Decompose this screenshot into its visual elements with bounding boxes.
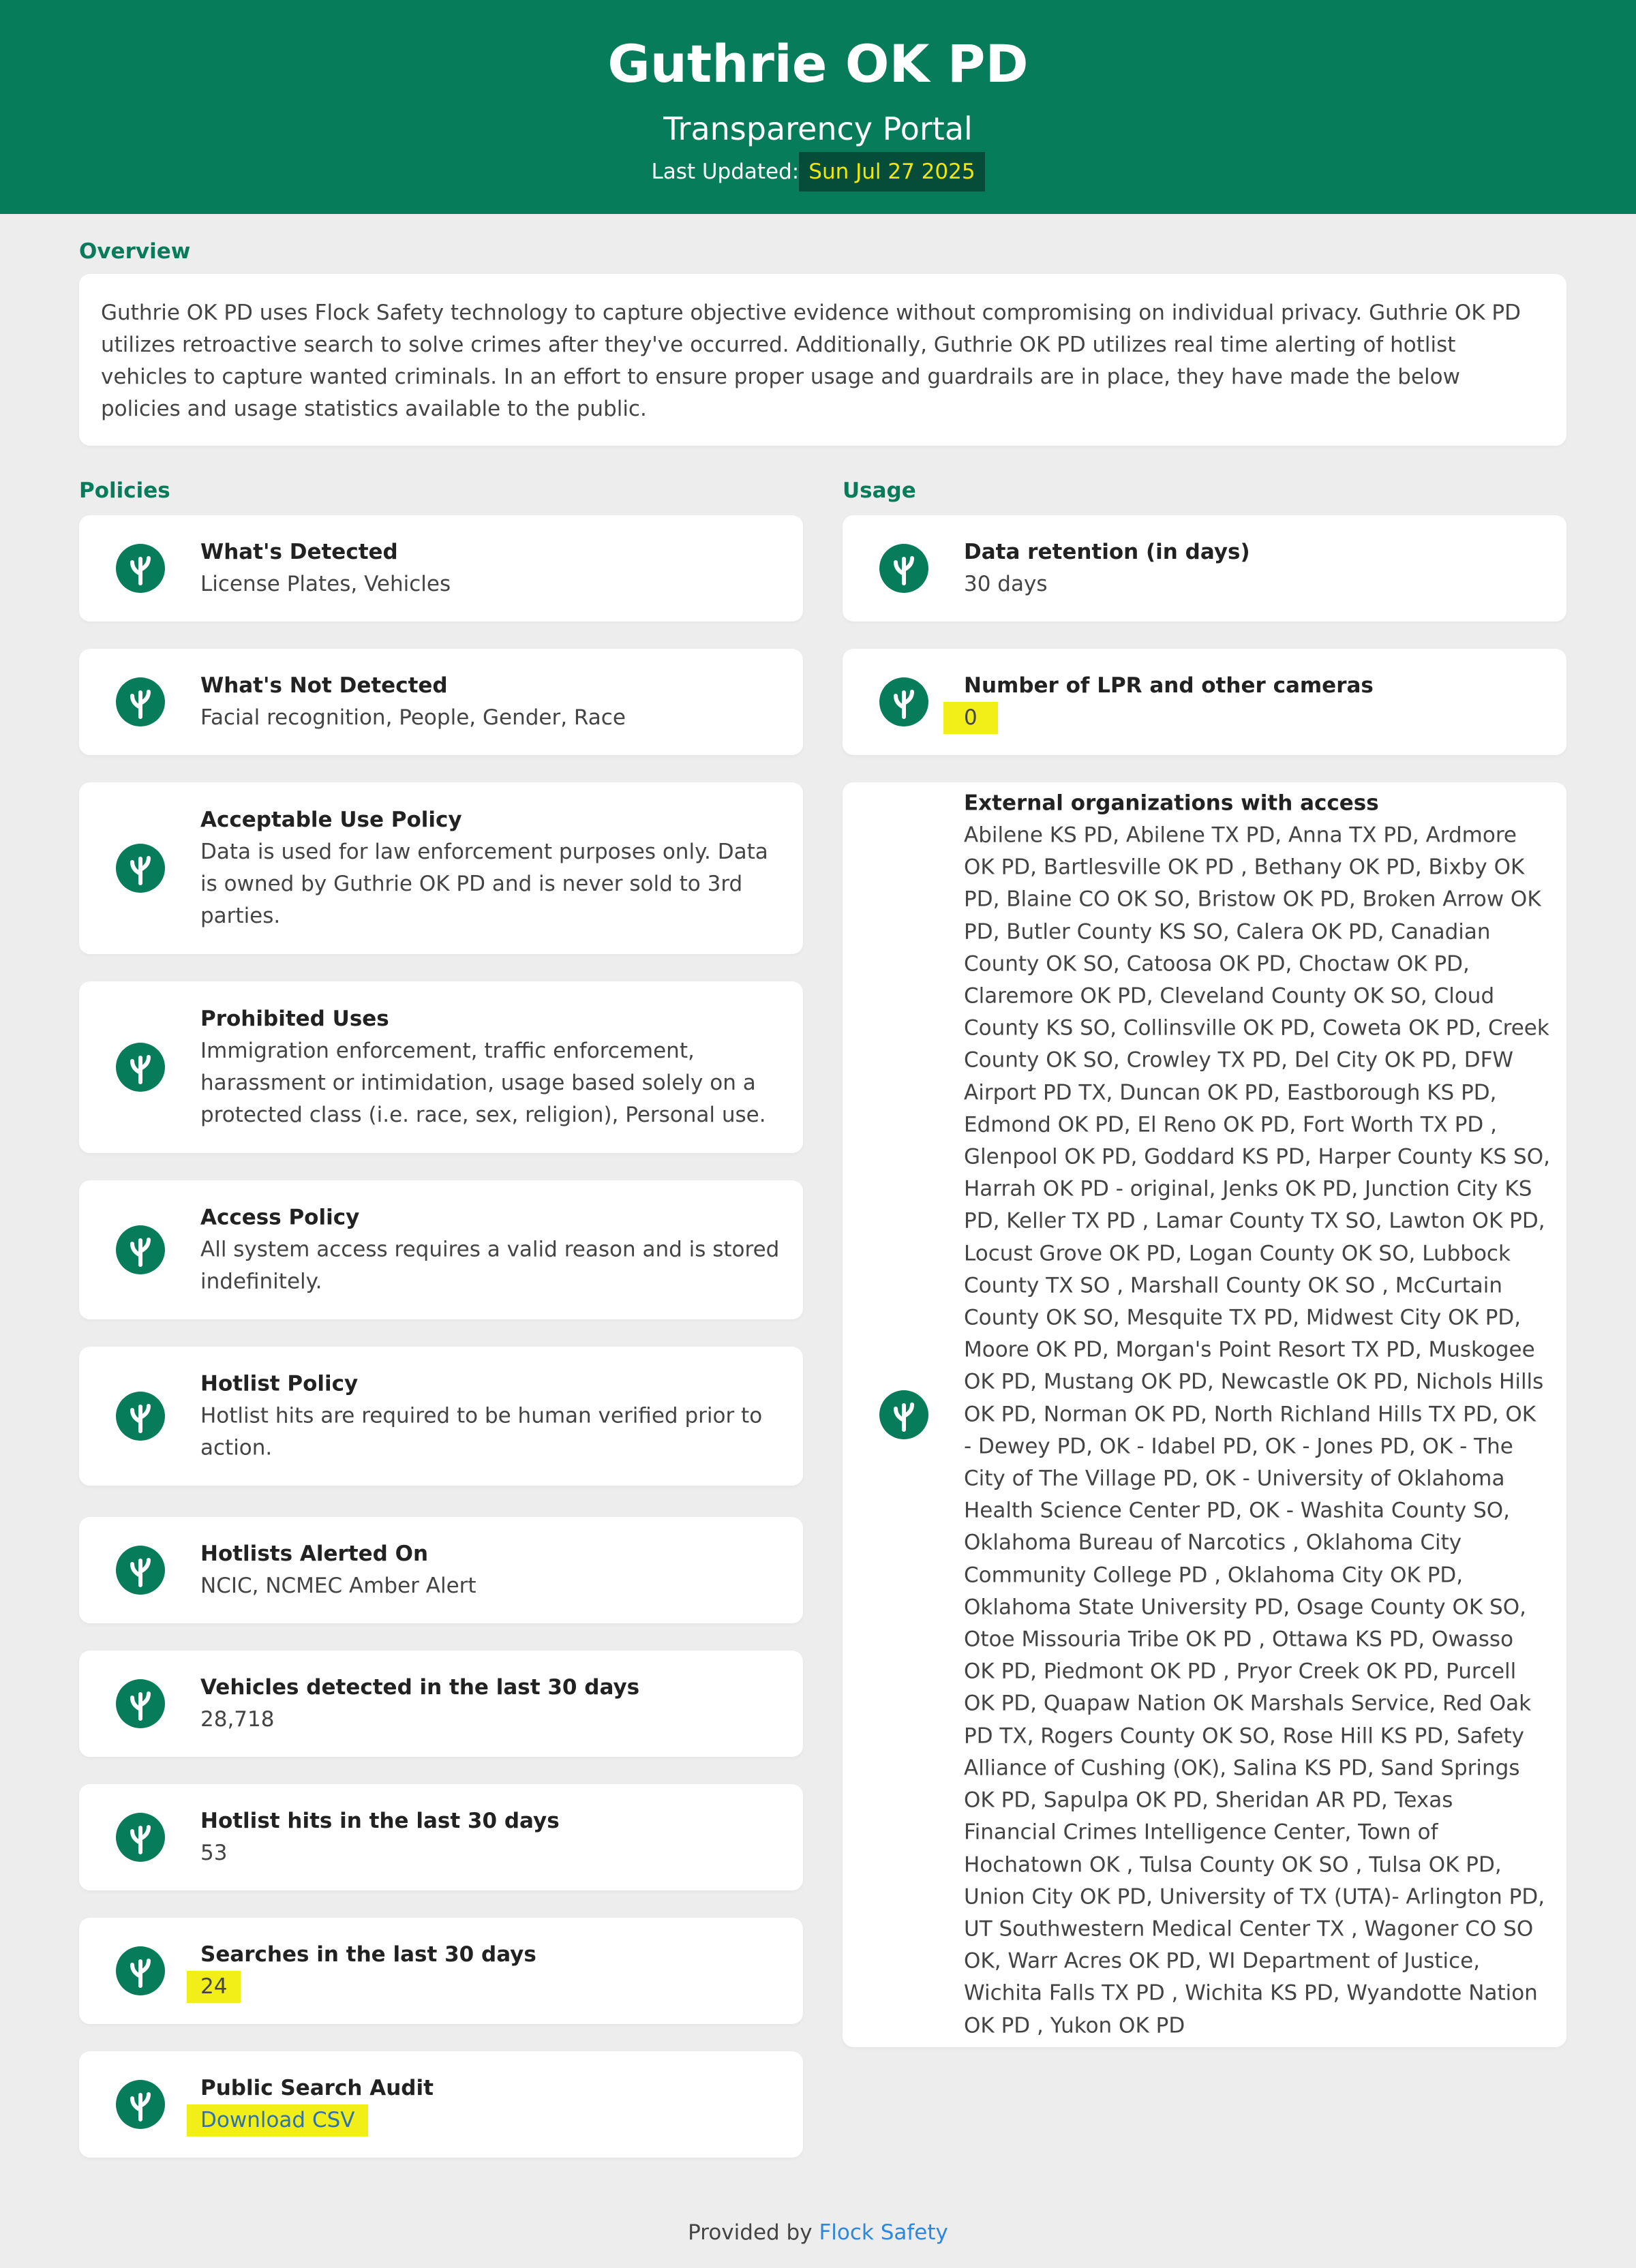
page-title: Guthrie OK PD (607, 33, 1029, 94)
card-value: All system access requires a valid reason and is stored indefinitely. (200, 1237, 780, 1294)
card-value: 28,718 (200, 1707, 275, 1732)
card-value: NCIC, NCMEC Amber Alert (200, 1574, 476, 1598)
page-footer (0, 2218, 1636, 2248)
flock-tree-icon (116, 1946, 165, 1995)
card-title: Number of LPR and other cameras (964, 673, 1374, 698)
external-orgs-list: Abilene KS PD, Abilene TX PD, Anna TX PD, Ardmore OK PD, Bartlesville OK PD , Bethany OK PD, Bixby OK PD, Blaine CO OK SO, Bristow OK PD, Broken Arrow OK PD, Butler County KS SO, Calera OK PD, Canadian County OK SO, Catoosa OK PD, Choctaw OK PD, Claremore OK PD, Cleveland County OK SO, Cloud County KS SO, Collinsville OK PD, Coweta OK PD, Creek County OK SO, Crowley TX PD, Del City OK PD, DFW Airport PD TX, Duncan OK PD, Eastborough KS PD, Edmond OK PD, El Reno OK PD, Fort Worth TX PD , Glenpool OK PD, Goddard KS PD, Harper County KS SO, Harrah OK PD - original, Jenks OK PD, Junction City KS PD, Keller TX PD , Lamar County TX SO, Lawton OK PD, Locust Grove OK PD, Logan County OK SO, Lubbock County TX SO , Marshall County OK SO , McCurtain County OK SO, Mesquite TX PD, Midwest City OK PD, Moore OK PD, Morgan's Point Resort TX PD, Muskogee OK PD, Mustang OK PD, Newcastle OK PD, Nichols Hills OK PD, Norman OK PD, North Richland Hills TX PD, OK - Dewey PD, OK - Idabel PD, OK - Jones PD, OK - The City of The Village PD, OK - University of Oklahoma Health Science Center PD, OK - Washita County SO, Oklahoma Bureau of Narcotics , Oklahoma City Community College PD , Oklahoma City OK PD, Oklahoma State University PD, Osage County OK SO, Otoe Missouria Tribe OK PD , Ottawa KS PD, Owasso OK PD, Piedmont OK PD , Pryor Creek OK PD, Purcell OK PD, Quapaw Nation OK Marshals Service, Red Oak PD TX, Rogers County OK SO, Rose Hill KS PD, Safety Alliance of Cushing (OK), Salina KS PD, Sand Springs OK PD, Sapulpa OK PD, Sheridan AR PD, Texas Financial Crimes Intelligence Center, Town of Hochatown OK , Tulsa County OK SO , Tulsa OK PD, Union City OK PD, University of TX (UTA)- Arlington PD, UT Southwestern Medical Center TX , Wagoner CO SO OK, Warr Acres OK PD, WI Department of Justice, Wichita Falls TX PD , Wichita KS PD, Wyandotte Nation OK PD , Yukon OK PD (964, 823, 1550, 2038)
card-value: Immigration enforcement, traffic enforcement, harassment or intimidation, usage based solely on a protected class (i.e. race, sex, religion), Personal use. (200, 1039, 766, 1127)
card-title: Access Policy (200, 1205, 360, 1230)
camera-count: 0 (943, 702, 998, 734)
policies-label: Policies (79, 478, 170, 503)
last-updated-label: Last Updated: (651, 159, 800, 184)
flock-tree-icon (116, 2080, 165, 2129)
card-title: Hotlist Policy (200, 1371, 359, 1396)
card-title: Prohibited Uses (200, 1007, 389, 1031)
card-title: What's Detected (200, 540, 398, 564)
policy-card-public-search-audit (79, 2051, 803, 2158)
flock-tree-icon (116, 1679, 165, 1728)
flock-tree-icon (116, 1813, 165, 1862)
flock-tree-icon (879, 544, 928, 593)
footer-prefix: Provided by (688, 2220, 813, 2245)
flock-tree-icon (116, 844, 165, 893)
overview-card (79, 274, 1566, 446)
page-subtitle: Transparency Portal (663, 110, 973, 147)
card-value: 53 (200, 1841, 228, 1865)
card-title: External organizations with access (964, 791, 1379, 816)
usage-label: Usage (843, 478, 916, 503)
flock-tree-icon (116, 1043, 165, 1092)
card-value: License Plates, Vehicles (200, 572, 451, 596)
flock-tree-icon (116, 544, 165, 593)
download-csv-link[interactable]: Download CSV (187, 2104, 368, 2136)
card-title: Public Search Audit (200, 2076, 434, 2100)
flock-tree-icon (116, 1546, 165, 1595)
last-updated-date: Sun Jul 27 2025 (799, 152, 984, 191)
last-updated (0, 151, 1636, 192)
card-value: 30 days (964, 572, 1048, 596)
policy-card-vehicles-detected (79, 1651, 803, 1757)
usage-card-data-retention (843, 515, 1566, 622)
card-title: Searches in the last 30 days (200, 1942, 536, 1967)
overview-label: Overview (79, 239, 191, 264)
searches-count: 24 (187, 1971, 241, 2003)
flock-tree-icon (116, 1225, 165, 1274)
policy-card-hotlist-hits (79, 1784, 803, 1890)
policy-card-hotlist-policy (79, 1347, 803, 1486)
card-value: Hotlist hits are required to be human verified prior to action. (200, 1403, 763, 1460)
card-title: Data retention (in days) (964, 540, 1250, 564)
card-title: Hotlists Alerted On (200, 1542, 429, 1566)
card-value: Facial recognition, People, Gender, Race (200, 705, 626, 730)
policy-card-whats-detected (79, 515, 803, 622)
policy-card-acceptable-use (79, 782, 803, 954)
policy-card-whats-not-detected (79, 649, 803, 755)
usage-card-camera-count (843, 649, 1566, 755)
flock-safety-link[interactable]: Flock Safety (819, 2220, 948, 2245)
flock-tree-icon (116, 1392, 165, 1441)
flock-tree-icon (116, 677, 165, 726)
policy-card-access-policy (79, 1180, 803, 1319)
policy-card-searches (79, 1918, 803, 2024)
overview-text: Guthrie OK PD uses Flock Safety technology to capture objective evidence without compromising on individual privacy. Guthrie OK PD utilizes retroactive search to solve crimes after they've occurred. Additionally, Guthrie OK PD utilizes real time alerting of hotlist vehicles to capture wanted criminals. In an effort to ensure proper usage and guardrails are in place, they have made the below policies and usage statistics available to the public. (101, 301, 1521, 421)
card-title: What's Not Detected (200, 673, 448, 698)
flock-tree-icon (879, 1390, 928, 1439)
usage-card-external-orgs (843, 782, 1566, 2047)
page-header (0, 0, 1636, 214)
card-value: Data is used for law enforcement purposes only. Data is owned by Guthrie OK PD and is never sold to 3rd parties. (200, 840, 768, 928)
policy-card-prohibited-uses (79, 981, 803, 1153)
card-title: Acceptable Use Policy (200, 808, 462, 832)
flock-tree-icon (879, 677, 928, 726)
card-title: Hotlist hits in the last 30 days (200, 1809, 560, 1833)
policy-card-hotlists-alerted (79, 1517, 803, 1623)
card-title: Vehicles detected in the last 30 days (200, 1675, 640, 1700)
